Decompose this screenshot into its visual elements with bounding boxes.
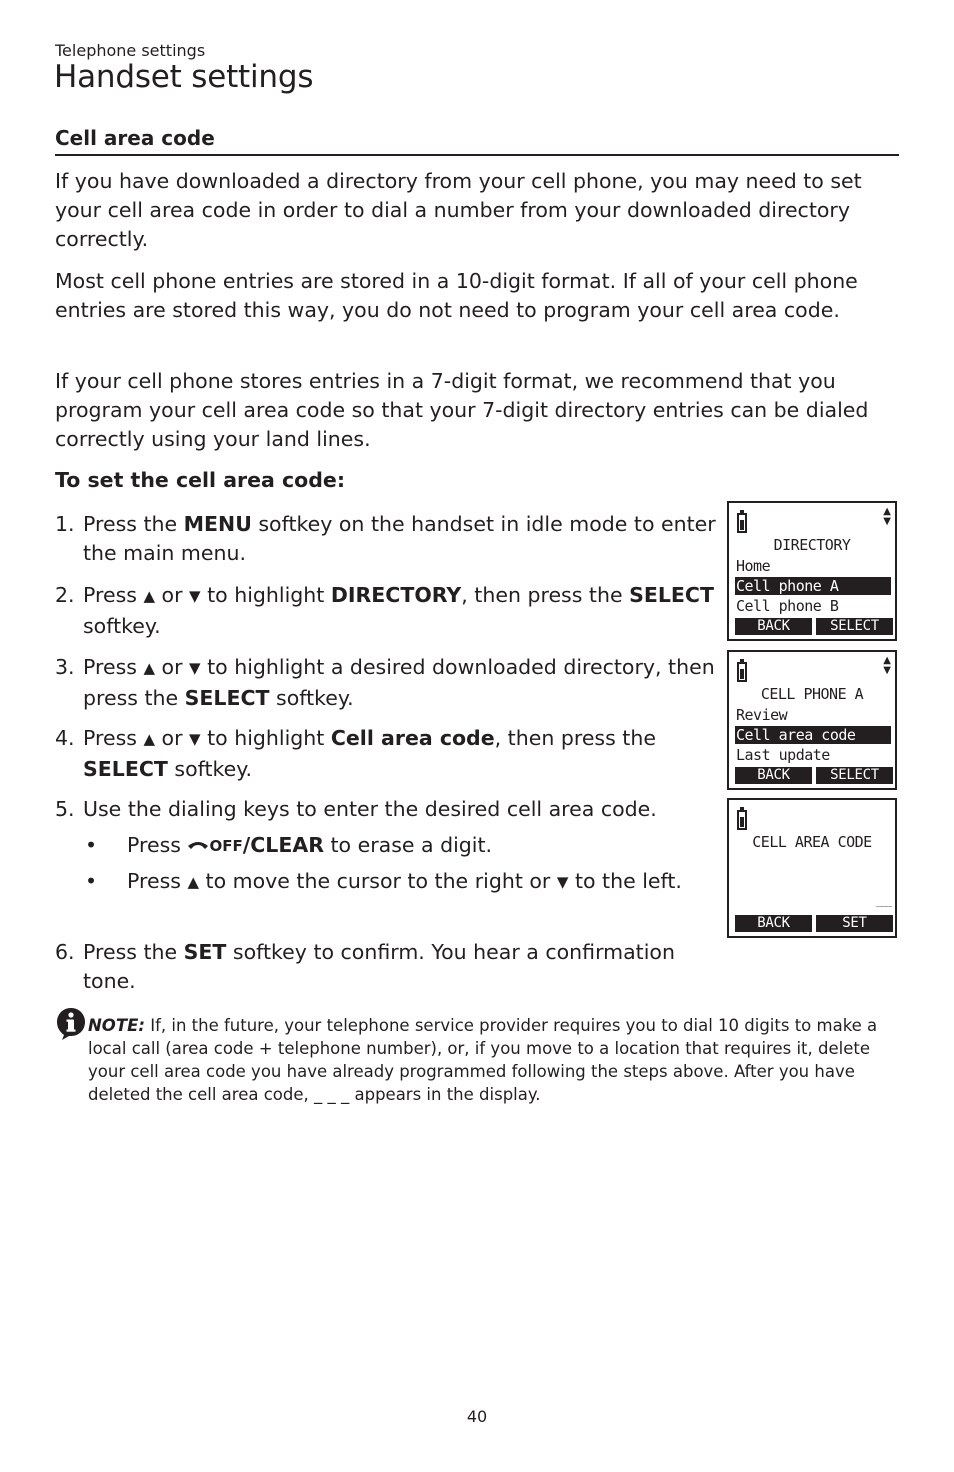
- bullet-dot: •: [85, 869, 98, 893]
- set-key-label: SET: [183, 940, 227, 964]
- note-body-end: appears in the display.: [349, 1085, 541, 1104]
- page-number: 40: [466, 1407, 488, 1426]
- handset-screen-cell-area-code: [727, 798, 897, 938]
- step-text: Press the: [83, 940, 184, 964]
- screen-menu-item: Review: [736, 706, 788, 724]
- directory-label: DIRECTORY: [330, 583, 462, 607]
- section-label: Telephone settings: [55, 41, 206, 60]
- screen-softkey-set: SET: [816, 915, 893, 932]
- step-text: or: [155, 583, 190, 607]
- bullet-dot: •: [85, 833, 98, 857]
- step-number: 5.: [55, 797, 75, 821]
- step-text: softkey.: [83, 614, 161, 638]
- screen-title: CELL AREA CODE: [752, 833, 872, 851]
- screen-entry-cursor: ___: [875, 896, 891, 907]
- select-key-label: SELECT: [184, 686, 270, 710]
- phone-hangup-icon: [187, 839, 209, 851]
- battery-icon: [737, 513, 747, 533]
- screen-softkey-select: SELECT: [816, 767, 893, 784]
- screen-softkey-back: BACK: [735, 618, 812, 635]
- up-arrow-icon: ▲: [143, 587, 156, 605]
- up-arrow-icon: ▲: [187, 873, 200, 891]
- intro-paragraph-3: If your cell phone stores entries in a 7-digit format, we recommend that you program your cell area code so that your 7-digit directory entries can be dialed correctly using your land lines.: [55, 369, 869, 451]
- step-text: softkey to confirm. You hear a confirmation tone.: [83, 940, 675, 993]
- bullet-text: to move the cursor to the right or: [199, 869, 557, 893]
- step-text: or: [155, 726, 190, 750]
- off-key-label: OFF: [209, 837, 243, 855]
- bullet-text: to erase a digit.: [323, 833, 493, 857]
- step-1: [55, 510, 720, 568]
- screen-menu-item: Last update: [736, 746, 830, 764]
- step-text: Press the: [83, 512, 184, 536]
- step-text: softkey on the handset in idle mode to enter the main menu.: [83, 512, 716, 565]
- up-arrow-icon: ▲: [143, 730, 156, 748]
- heading-rule: [55, 154, 899, 156]
- step-number: 4.: [55, 726, 75, 750]
- subsection-title: Cell area code: [55, 126, 215, 150]
- battery-icon: [737, 662, 747, 682]
- step-number: 1.: [55, 512, 75, 536]
- bullet-move-cursor: [85, 867, 685, 898]
- screen-softkey-select: SELECT: [816, 618, 893, 635]
- page-title: Handset settings: [54, 59, 314, 95]
- step-text: softkey.: [269, 686, 354, 710]
- handset-screen-cell-phone-a: [727, 650, 897, 790]
- intro-paragraph-1: If you have downloaded a directory from your cell phone, you may need to set your cell area code in order to dial a number from your downloaded directory correctly.: [55, 169, 862, 251]
- handset-screen-directory: [727, 501, 897, 641]
- step-text: to highlight: [200, 726, 331, 750]
- step-2: [55, 581, 720, 641]
- bullet-text: Press: [127, 833, 188, 857]
- down-arrow-icon: ▼: [189, 587, 201, 605]
- note-label: NOTE:: [88, 1016, 145, 1035]
- note-body: If, in the future, your telephone service provider requires you to dial 10 digits to make a local call (area code + telephone number), or, if you move to a location that requires it, delete your cell area code you have already programmed following the steps above. After you have deleted the cell area code,: [88, 1016, 878, 1104]
- note-blank: _ _ _: [313, 1085, 350, 1104]
- menu-key-label: MENU: [183, 512, 252, 536]
- screen-menu-item: Home: [736, 557, 771, 575]
- screen-title: DIRECTORY: [773, 536, 851, 554]
- cell-area-code-label: Cell area code: [330, 726, 495, 750]
- step-text: softkey.: [167, 757, 252, 781]
- up-arrow-icon: ▲: [143, 659, 156, 677]
- screen-menu-item-selected: Cell area code: [735, 726, 891, 744]
- down-arrow-icon: ▼: [556, 873, 569, 891]
- step-6: [55, 938, 720, 996]
- scroll-arrows-icon: ▲ ▼: [883, 506, 891, 527]
- step-number: 3.: [55, 655, 75, 679]
- clear-key-label: /CLEAR: [242, 833, 324, 857]
- step-text: , then press the: [494, 726, 656, 750]
- step-4: [55, 724, 720, 784]
- step-text: Press: [83, 726, 144, 750]
- bullet-erase-digit: [85, 831, 685, 862]
- step-text: to highlight a desired downloaded directory, then press the: [83, 655, 715, 710]
- step-text: Use the dialing keys to enter the desired cell area code.: [83, 797, 657, 821]
- step-3: [55, 653, 720, 713]
- step-number: 6.: [55, 940, 75, 964]
- screen-softkey-back: BACK: [735, 915, 812, 932]
- note-text: [88, 1014, 888, 1106]
- step-text: or: [155, 655, 190, 679]
- screen-title: CELL PHONE A: [760, 685, 864, 703]
- step-text: Press: [83, 583, 144, 607]
- step-text: Press: [83, 655, 144, 679]
- down-arrow-icon: ▼: [189, 659, 201, 677]
- scroll-arrows-icon: ▲ ▼: [883, 655, 891, 676]
- screen-menu-item-selected: Cell phone A: [735, 577, 891, 595]
- screen-softkey-back: BACK: [735, 767, 812, 784]
- select-key-label: SELECT: [83, 757, 168, 781]
- bullet-text: to the left.: [568, 869, 682, 893]
- screen-menu-item: Cell phone B: [736, 597, 839, 615]
- select-key-label: SELECT: [629, 583, 714, 607]
- step-text: to highlight: [200, 583, 331, 607]
- intro-paragraph-2: Most cell phone entries are stored in a 10-digit format. If all of your cell phone entries are stored this way, you do not need to program your cell area code.: [55, 269, 858, 322]
- step-text: , then press the: [461, 583, 630, 607]
- down-arrow-icon: ▼: [189, 730, 201, 748]
- step-5: [55, 795, 720, 824]
- battery-icon: [737, 810, 747, 830]
- procedure-heading: To set the cell area code:: [55, 468, 346, 492]
- bullet-text: Press: [127, 869, 188, 893]
- step-number: 2.: [55, 583, 75, 607]
- info-icon: [55, 1007, 87, 1041]
